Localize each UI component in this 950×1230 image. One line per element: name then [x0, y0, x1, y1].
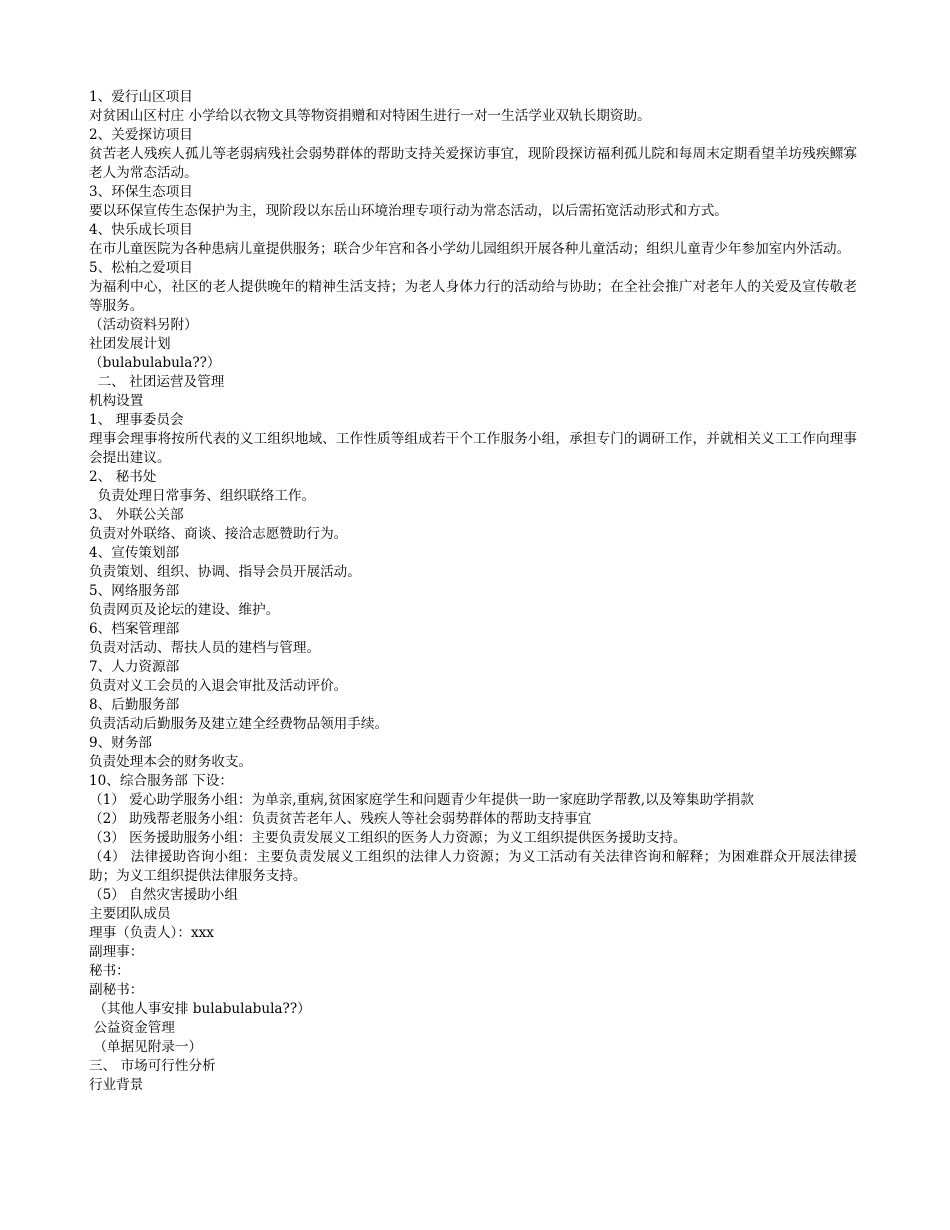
text-line: 主要团队成员 [89, 906, 171, 922]
text-line: 三、 市场可行性分析 [89, 1058, 216, 1074]
text-line: （3） 医务援助服务小组：主要负责发展义工组织的医务人力资源；为义工组织提供医务援助支持。 [89, 830, 687, 846]
text-line: 行业背景 [89, 1077, 144, 1093]
paragraph: 为福利中心，社区的老人提供晚年的精神生活支持；为老人身体力行的活动给与协助；在全社会推广对老年人的关爱及宣传敬老等服务。 [89, 279, 857, 314]
section-heading: 10、综合服务部 下设： [89, 773, 233, 789]
document-page [89, 88, 857, 1095]
text-line: 副秘书： [89, 982, 144, 998]
section-heading: 9、财务部 [89, 735, 153, 751]
text-line: 社团发展计划 [89, 336, 171, 352]
paragraph: 理事会理事将按所代表的义工组织地域、工作性质等组成若干个工作服务小组，承担专门的调研工作，并就相关义工工作向理事会提出建议。 [89, 431, 857, 466]
text-line: 负责对外联络、商谈、接洽志愿赞助行为。 [89, 526, 348, 542]
section-heading: 7、人力资源部 [89, 659, 180, 675]
text-line: 负责对义工会员的入退会审批及活动评价。 [89, 678, 348, 694]
section-heading: 5、松柏之爱项目 [89, 260, 193, 276]
section-heading: 4、宣传策划部 [89, 545, 180, 561]
paragraph: （4） 法律援助咨询小组：主要负责发展义工组织的法律人力资源；为义工活动有关法律咨询和解释；为困难群众开展法律援助；为义工组织提供法律服务支持。 [89, 849, 857, 884]
section-heading: 1、爱行山区项目 [89, 89, 193, 105]
section-heading: 3、 外联公关部 [89, 507, 184, 523]
text-line: 负责对活动、帮扶人员的建档与管理。 [89, 640, 321, 656]
text-line: （5） 自然灾害援助小组 [89, 887, 238, 903]
section-heading: 2、关爱探访项目 [89, 127, 193, 143]
text-line: 负责处理日常事务、组织联络工作。 [89, 488, 316, 504]
section-heading: 2、 秘书处 [89, 469, 157, 485]
text-line: 秘书： [89, 963, 130, 979]
text-line: （单据见附录一） [89, 1039, 203, 1055]
text-line: 机构设置 [89, 393, 144, 409]
text-line: 理事（负责人）：xxx [89, 925, 214, 941]
section-heading: 8、后勤服务部 [89, 697, 180, 713]
text-line: （活动资料另附） [89, 317, 198, 333]
text-line: （2） 助残帮老服务小组：负责贫苦老年人、残疾人等社会弱势群体的帮助支持事宜 [89, 811, 592, 827]
paragraph: 对贫困山区村庄 小学给以衣物文具等物资捐赠和对特困生进行一对一生活学业双轨长期资助。 [89, 108, 651, 124]
section-heading: 3、环保生态项目 [89, 184, 193, 200]
section-heading: 5、网络服务部 [89, 583, 180, 599]
text-line: 公益资金管理 [89, 1020, 175, 1036]
section-heading: 6、档案管理部 [89, 621, 180, 637]
section-heading: 4、快乐成长项目 [89, 222, 193, 238]
text-line: 负责处理本会的财务收支。 [89, 754, 253, 770]
paragraph: （1） 爱心助学服务小组：为单亲,重病,贫困家庭学生和问题青少年提供一助一家庭助学帮教,以及筹集助学捐款 [89, 792, 754, 808]
text-line: 负责活动后勤服务及建立建全经费物品领用手续。 [89, 716, 389, 732]
text-line: （其他人事安排 bulabulabula??） [89, 1001, 311, 1017]
text-line: 副理事： [89, 944, 144, 960]
text-line: 二、 社团运营及管理 [89, 374, 225, 390]
section-heading: 1、 理事委员会 [89, 412, 184, 428]
text-line: 负责网页及论坛的建设、维护。 [89, 602, 280, 618]
text-line: （bulabulabula??） [89, 355, 221, 371]
paragraph: 贫苦老人残疾人孤儿等老弱病残社会弱势群体的帮助支持关爱探访事宜，现阶段探访福利孤儿院和每周末定期看望羊坊残疾鳏寡老人为常态活动。 [89, 146, 857, 181]
paragraph: 在市儿童医院为各种患病儿童提供服务；联合少年宫和各小学幼儿园组织开展各种儿童活动；组织儿童青少年参加室内外活动。 [89, 241, 851, 257]
text-line: 负责策划、组织、协调、指导会员开展活动。 [89, 564, 361, 580]
paragraph: 要以环保宣传生态保护为主，现阶段以东岳山环境治理专项行动为常态活动，以后需拓宽活动形式和方式。 [89, 203, 728, 219]
